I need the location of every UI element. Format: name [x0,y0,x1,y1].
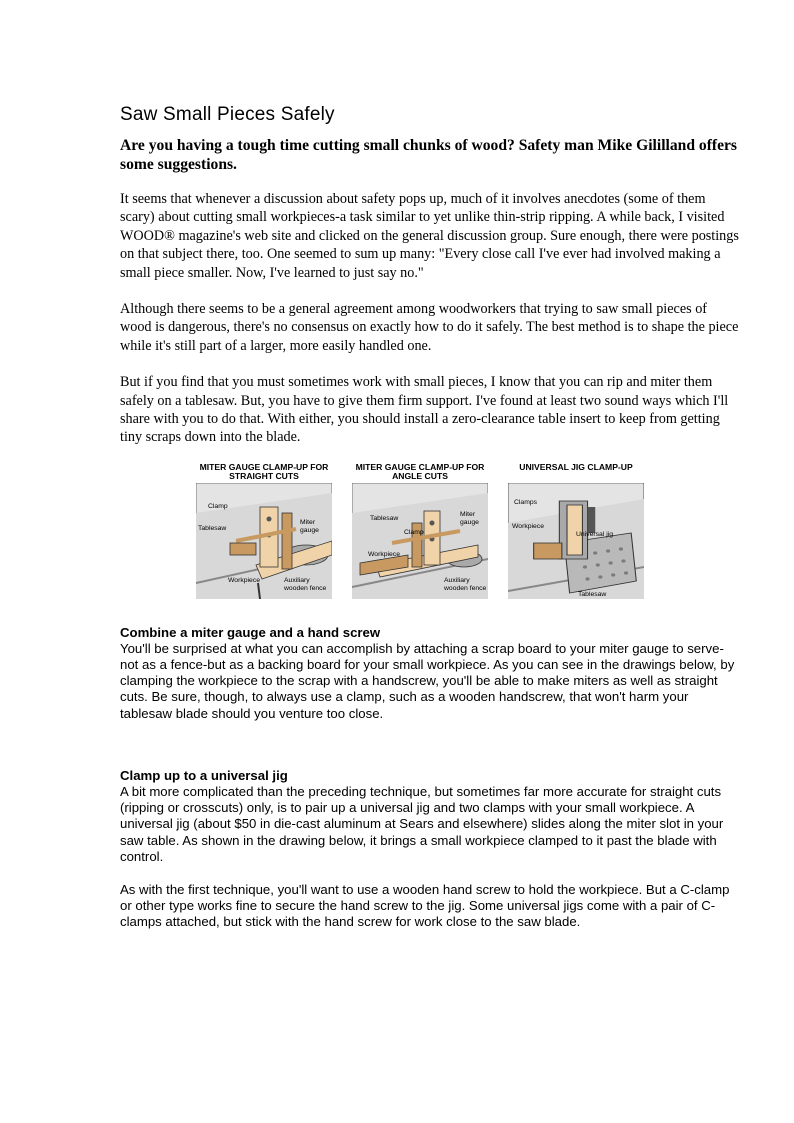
section-heading-universal-jig: Clamp up to a universal jig [120,767,288,783]
label-clamp-2: Clamp [404,528,424,536]
section-paragraph-universal-jig-1: A bit more complicated than the preceding technique, but sometimes far more accurate for straight cuts (ripping or crosscuts) only, is to pair up a universal jig and two clamps with your small workpiece. A universal jig (about $50 in die-cast aluminum at Sears and elsewhere) slides along the miter slot in your saw table. As shown in the drawing below, it brings a small workpiece clamped to it past the blade with control. [120,783,724,864]
panel-3-title: UNIVERSAL JIG CLAMP-UP [519,461,633,472]
spacer-2 [120,865,740,882]
label-workpiece-3: Workpiece [512,522,544,530]
section-paragraph-universal-jig-2: As with the first technique, you'll want to use a wooden hand screw to hold the workpiece. But a C-clamp or other type works fine to secure the hand screw to the jig. Some universal jigs come with a pair of C-clamps attached, but stick with the hand screw for work close to the saw blade. [120,881,730,930]
label-workpiece: Workpiece [228,576,260,584]
label-clamps: Clamps [514,498,538,506]
clamp-up-illustration [194,461,633,603]
label-tablesaw-3: Tablesaw [578,590,607,598]
section-heading-miter-gauge: Combine a miter gauge and a hand screw [120,624,381,640]
label-miter-gauge-2: Miter gauge [460,510,479,526]
section-paragraph-miter-gauge: You'll be surprised at what you can accomplish by attaching a scrap board to your miter gauge to serve-not as a fence-but as a backing board for your small workpiece. As you can see in the drawings below, by clamping the workpiece to the scrap with a handscrew, you'll be able to make miters as well as straight cuts. Be sure, though, to always use a clamp, such as a wooden handscrew, that won't harm your tablesaw blade should you venture too close. [120,640,735,721]
label-miter-gauge: Miter gauge [300,518,319,534]
label-workpiece-2: Workpiece [368,550,400,558]
label-tablesaw-2: Tablesaw [370,514,399,522]
intro-paragraph-2: Although there seems to be a general agreement among woodworkers that trying to saw small pieces of wood is dangerous, there's no consensus on exactly how to do it safely. The best method is to shape the piece while it's still part of a larger, more easily handled one. [120,301,739,354]
intro-paragraph-1: It seems that whenever a discussion about safety pops up, much of it involves anecdotes (some of them scary) about cutting small workpieces-a task similar to yet unlike thin-strip ripping. A while back, I visited WOOD® magazine's web site and clicked on the general discussion group. Sure enough, there were postings on that subject there, too. One seemed to sum up many: "Every close call I've ever had involved making a small piece smaller. Now, I've learned to just say no." [120,191,739,281]
spacer [120,722,740,762]
article [120,104,740,931]
label-tablesaw: Tablesaw [198,524,227,532]
panel-2-title: MITER GAUGE CLAMP-UP FOR ANGLE CUTS [355,461,485,482]
label-auxiliary-fence: Auxiliary wooden fence [284,576,327,592]
label-clamp: Clamp [208,502,228,510]
intro-paragraph-3: But if you find that you must sometimes work with small pieces, I know that you can rip and miter them safely on a tablesaw. But, you have to give them firm support. I've found at least two sound ways which I'll share with you to do that. With either, you should install a zero-clearance table insert to keep from getting tiny scraps down into the blade. [120,374,729,446]
article-subtitle: Are you having a tough time cutting small chunks of wood? Safety man Mike Gililland offers some suggestions. [120,137,737,173]
panel-1-title: MITER GAUGE CLAMP-UP FOR STRAIGHT CUTS [199,461,329,482]
label-universal-jig: Universal jig [576,530,614,538]
label-auxiliary-fence-2: Auxiliary wooden fence [444,576,487,592]
article-title: Saw Small Pieces Safely [120,104,335,125]
